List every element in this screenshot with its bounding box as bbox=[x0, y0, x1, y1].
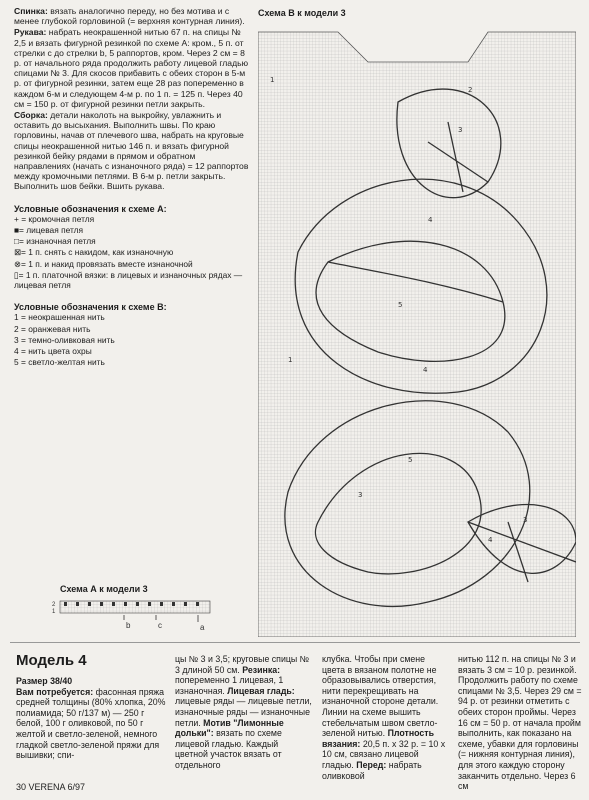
need-text: фасонная пряжа средней толщины (80% хлопка, 20% полиамида; 50 г/137 м) — 250 г белой, 100 г оливковой, по 50 г желтой и светло-зеленой, немного гладкой светло-зеленой пряжи для вышивки; спи- bbox=[16, 686, 166, 761]
scheme-a-title: Схема А к модели 3 bbox=[60, 584, 148, 594]
legend-a-item: + = кромочная петля bbox=[14, 213, 95, 224]
stock-text: лицевые ряды — лицевые петли, изнаночные ряды — изнаночные петли. bbox=[175, 696, 312, 728]
legend-a-item: ⊗= 1 п. и накид провязать вместе изнаночной bbox=[14, 258, 193, 269]
back-text: вязать аналогично переду, но без мотива и с менее глубокой горловиной (= верхняя контурная линия). bbox=[14, 6, 245, 27]
region-number: 4 bbox=[488, 536, 493, 544]
model-title: Модель 4 bbox=[16, 652, 87, 669]
motif-label: Мотив "Лимонные дольки": bbox=[175, 717, 284, 739]
region-number: 3 bbox=[358, 491, 363, 499]
region-number: 4 bbox=[423, 366, 428, 374]
region-number: 1 bbox=[288, 356, 293, 364]
density-text: 20,5 п. x 32 р. = 10 x 10 см, связано лицевой гладью. bbox=[322, 738, 446, 770]
region-number: 3 bbox=[458, 126, 463, 134]
col4-text1: нитью 112 п. на спицы № 3 и вязать 3 см = 10 р. резинкой. Продолжить работу по схеме спицами № 3,5. Через 29 см = 94 р. от резинки отметить с обеих сторон проймы. Через 16 см = 50 р. от начала пройм выполнить, как показано на схеме, убавки для горловины (= нижняя контурная линия), для этого каждую сторону заканчить отдельно. Через 6 см bbox=[458, 654, 582, 792]
front-text: набрать оливковой bbox=[322, 759, 422, 781]
region-number: 3 bbox=[523, 516, 528, 524]
legend-a-item: ▯= 1 п. платочной вязки: в лицевых и изнаночных рядах — лицевая петля bbox=[14, 269, 243, 291]
legend-b-item: 2 = оранжевая нить bbox=[14, 323, 91, 334]
size-label: Размер 38/40 bbox=[16, 676, 73, 686]
legend-b-list bbox=[14, 312, 254, 367]
legend-b-item: 1 = неокрашенная нить bbox=[14, 312, 105, 323]
rib-label: Резинка: bbox=[242, 664, 281, 675]
legend-b-item: 5 = светло-желтая нить bbox=[14, 357, 105, 368]
legend-b-title: Условные обозначения к схеме В: bbox=[14, 302, 167, 313]
legend-b-item: 4 = нить цвета охры bbox=[14, 346, 92, 357]
legend-a-item: ⊠= 1 п. снять с накидом, как изнаночную bbox=[14, 247, 174, 258]
col2-text bbox=[175, 654, 313, 771]
legend-b-item: 3 = темно-оливковая нить bbox=[14, 334, 115, 345]
col3-text1: клубка. Чтобы при смене цвета в вязаном полотне не образовывались отверстия, нити перекрещивать на изнаночной стороне детали. Линии на схеме вышить стебельчатым швом светло-зеленой нитью. bbox=[322, 654, 439, 739]
arrow-label-c: c bbox=[158, 621, 162, 630]
assembly-text: детали наколоть на выкройку, увлажнить и оставить до высыхания. Выполнить швы. По краю горловины, начав от плечевого шва, набрать на круговые спицы неокрашенной нитью 146 п. и вязать фигурной резинкой бейку рядами в прямом и обратном направлениях (начать с изнаночного ряда) = 12 раппортов между кромочными петлями. В 6-м р. петли закрыть. Выполнить шов бейки. Вшить рукава. bbox=[14, 110, 249, 192]
legend-a-item: ■= лицевая петля bbox=[14, 225, 84, 236]
scheme-b-title: Схема В к модели 3 bbox=[258, 8, 346, 18]
sleeve-text: набрать неокрашенной нитью 67 п. на спицы № 2,5 и вязать фигурной резинкой по схеме А: кром., 5 п. от стрелки с до стрелки b, 5 раппортов, кром. Через 2 см = 8 р. от начального ряда продолжить работу лицевой гладью спицами № 3. Для скосов прибавить с обеих сторон в 5-м р. от фигурной резинки, затем еще 28 раз попеременно в каждом 6-м и следующем 4-м р. по 1 п. = 125 п. Через 40 см = 150 р. от фигурной резинки петли закрыть. bbox=[14, 27, 249, 109]
sleeve-paragraph bbox=[14, 27, 254, 109]
need-label: Вам потребуется: bbox=[16, 686, 94, 697]
back-paragraph bbox=[14, 6, 254, 26]
col1-text bbox=[16, 676, 168, 761]
sleeve-label: Рукава: bbox=[14, 27, 47, 38]
legend-a-item: □= изнаночная петля bbox=[14, 236, 96, 247]
col4-text bbox=[458, 654, 583, 792]
instructions-column bbox=[14, 6, 254, 369]
stock-label: Лицевая гладь: bbox=[227, 685, 295, 696]
row-label: 2 bbox=[52, 602, 56, 608]
legend-a-list bbox=[14, 214, 254, 290]
arrow-label-b: b bbox=[126, 621, 131, 630]
region-number: 4 bbox=[428, 216, 433, 224]
region-number: 1 bbox=[270, 76, 275, 84]
scheme-b-outline bbox=[258, 32, 576, 637]
region-number: 5 bbox=[408, 456, 413, 464]
arrow-label-a: a bbox=[200, 623, 205, 632]
scheme-a-chart bbox=[52, 598, 212, 638]
row-label: 1 bbox=[52, 609, 56, 615]
rib-text: попеременно 1 лицевая, 1 изнаночная. bbox=[175, 675, 284, 696]
scheme-b-chart bbox=[258, 22, 576, 637]
density-label: Плотность вязания: bbox=[322, 728, 434, 749]
col3-text bbox=[322, 654, 450, 781]
region-number: 5 bbox=[398, 301, 403, 309]
assembly-paragraph bbox=[14, 110, 254, 192]
scheme-a-grid bbox=[60, 601, 210, 613]
front-label: Перед: bbox=[356, 759, 387, 770]
col2-text1: цы № 3 и 3,5; круговые спицы № 3 длиной 50 см. bbox=[175, 654, 310, 675]
page-footer: 30 VERENA 6/97 bbox=[16, 782, 86, 792]
legend-a-title: Условные обозначения к схеме А: bbox=[14, 203, 167, 214]
assembly-label: Сборка: bbox=[14, 110, 48, 121]
motif-text: вязать по схеме лицевой гладью. Каждый цветной участок вязать от отдельного bbox=[175, 728, 282, 770]
region-number: 2 bbox=[468, 86, 473, 94]
section-divider bbox=[10, 642, 580, 643]
back-label: Спинка: bbox=[14, 6, 48, 16]
